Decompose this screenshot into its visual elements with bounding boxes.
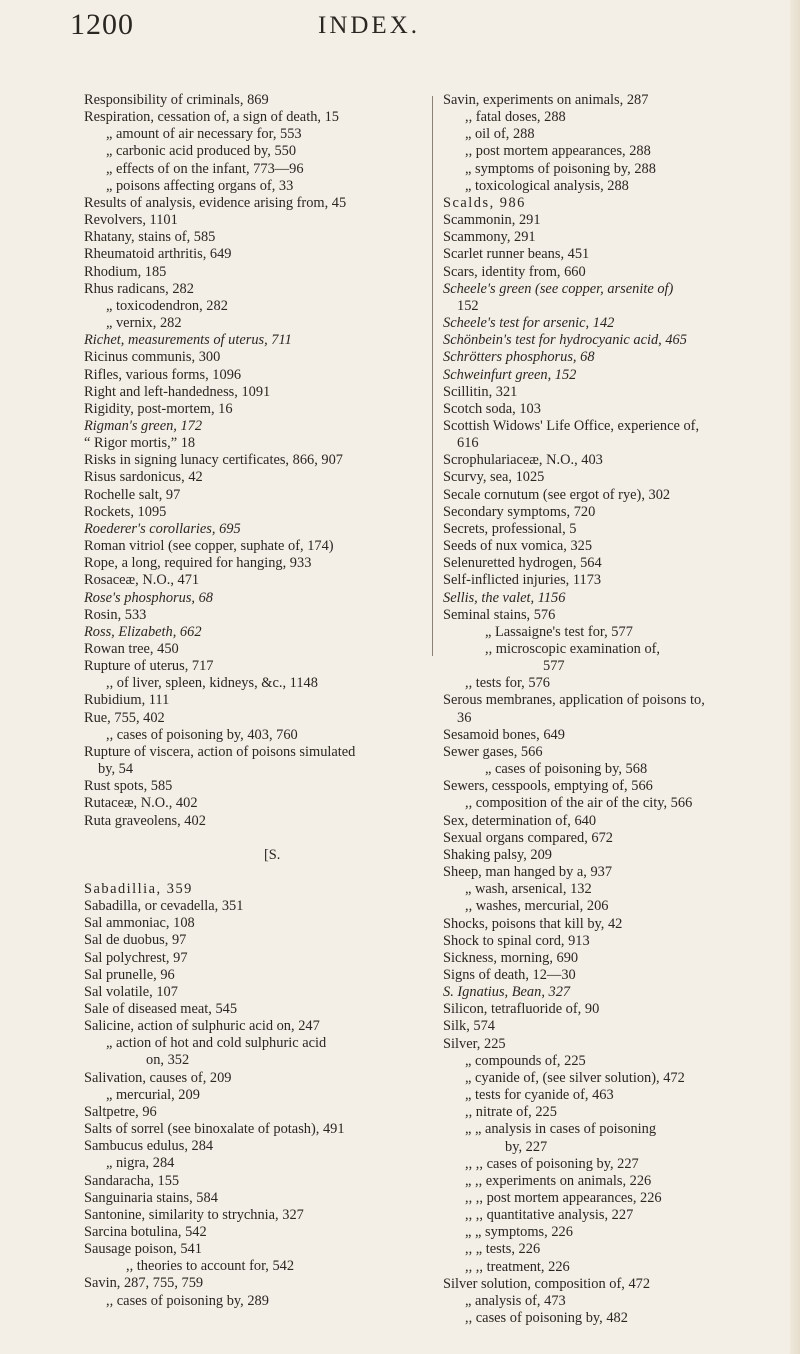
index-entry: Silicon, tetrafluoride of, 90 [443, 1001, 600, 1018]
index-entry: Rosin, 533 [84, 606, 147, 623]
index-entry: Self-inflicted injuries, 1173 [443, 572, 602, 589]
index-entry: Sal prunelle, 96 [84, 966, 175, 983]
index-entry: Responsibility of criminals, 869 [84, 92, 269, 108]
index-continuation: 152 [457, 297, 479, 314]
page-edge-shadow [790, 0, 800, 1354]
index-entry: Sewer gases, 566 [443, 743, 543, 760]
index-entry: Scarlet runner beans, 451 [443, 246, 590, 263]
spacer [84, 830, 420, 847]
index-subentry: ,, washes, mercurial, 206 [465, 898, 609, 915]
index-entry: Shocks, poisons that kill by, 42 [443, 915, 623, 932]
index-entry: Sausage poison, 541 [84, 1241, 202, 1258]
index-subentry: „ Lassaigne's test for, 577 [485, 623, 633, 640]
index-entry: Signs of death, 12—30 [443, 966, 576, 983]
index-entry: Sellis, the valet, 1156 [443, 589, 566, 606]
index-continuation: by, 54 [98, 761, 134, 778]
index-subentry: „ cyanide of, (see silver solution), 472 [465, 1069, 685, 1086]
section-letter: [S. [264, 846, 281, 863]
index-entry: Rose's phosphorus, 68 [84, 589, 214, 606]
index-subentry: ,, ,, post mortem appearances, 226 [465, 1190, 662, 1206]
index-subentry: „ „ symptoms, 226 [465, 1224, 573, 1241]
index-subentry: „ compounds of, 225 [465, 1052, 586, 1069]
index-subentry: ,, cases of poisoning by, 482 [465, 1310, 628, 1327]
index-subentry: ,, nitrate of, 225 [465, 1104, 557, 1121]
index-entry: Sexual organs compared, 672 [443, 829, 613, 846]
index-entry: Rubidium, 111 [84, 692, 170, 709]
index-entry: Rust spots, 585 [84, 778, 173, 795]
index-entry: Seeds of nux vomica, 325 [443, 538, 593, 555]
index-continuation: 577 [543, 658, 565, 675]
index-entry: Silk, 574 [443, 1018, 495, 1035]
index-entry: Roederer's corollaries, 695 [84, 520, 241, 537]
index-entry: Scrophulariaceæ, N.O., 403 [443, 452, 603, 469]
index-entry: Savin, 287, 755, 759 [84, 1275, 204, 1292]
index-subentry: „ oil of, 288 [465, 126, 535, 143]
index-subentry: ,, tests for, 576 [465, 675, 550, 692]
index-subentry: ,, post mortem appearances, 288 [465, 143, 651, 160]
index-entry: Rowan tree, 450 [84, 641, 179, 657]
page-title: INDEX. [318, 12, 421, 39]
index-entry: Sal polychrest, 97 [84, 949, 188, 966]
index-subentry: „ carbonic acid produced by, 550 [106, 143, 297, 160]
index-subentry: „ poisons affecting organs of, 33 [106, 177, 294, 194]
index-entry: Sabadillia, 359 [84, 880, 193, 897]
index-entry: Seminal stains, 576 [443, 606, 556, 623]
left-index-column [84, 92, 420, 1310]
index-entry: Santonine, similarity to strychnia, 327 [84, 1206, 304, 1223]
index-subentry: „ amount of air necessary for, 553 [106, 126, 302, 143]
column-divider [432, 96, 433, 656]
index-entry: Scars, identity from, 660 [443, 263, 586, 280]
index-entry: Salicine, action of sulphuric acid on, 247 [84, 1018, 320, 1035]
index-entry: Rigidity, post-mortem, 16 [84, 400, 233, 417]
index-subentry: „ vernix, 282 [106, 315, 182, 332]
index-subentry: „ action of hot and cold sulphuric acid [106, 1035, 327, 1052]
index-entry: Shaking palsy, 209 [443, 846, 552, 863]
right-index-column [443, 92, 788, 1327]
index-entry: Scheele's green (see copper, arsenite of) [443, 280, 674, 297]
index-entry: Rhodium, 185 [84, 263, 167, 280]
index-subentry: ,, theories to account for, 542 [126, 1258, 295, 1275]
index-entry: Rochelle salt, 97 [84, 486, 181, 503]
index-entry: Sambucus edulus, 284 [84, 1138, 214, 1155]
index-entry: Sesamoid bones, 649 [443, 726, 565, 743]
index-entry: “ Rigor mortis,” 18 [84, 435, 196, 452]
index-subentry: ,, of liver, spleen, kidneys, &c., 1148 [106, 675, 318, 692]
index-entry: Roman vitriol (see copper, suphate of, 174) [84, 538, 334, 555]
index-entry: Rupture of viscera, action of poisons simulated [84, 743, 356, 760]
index-entry: Secrets, professional, 5 [443, 520, 577, 537]
index-entry: Rockets, 1095 [84, 503, 167, 520]
index-entry: Sex, determination of, 640 [443, 812, 597, 829]
index-entry: Rue, 755, 402 [84, 709, 165, 726]
index-entry: Results of analysis, evidence arising from, 45 [84, 194, 347, 211]
index-entry: Scurvy, sea, 1025 [443, 469, 545, 486]
index-entry: Schönbein's test for hydrocyanic acid, 465 [443, 332, 687, 349]
index-entry: Right and left-handedness, 1091 [84, 383, 271, 400]
index-entry: Risus sardonicus, 42 [84, 469, 203, 486]
index-entry: Risks in signing lunacy certificates, 866, 907 [84, 452, 343, 469]
index-entry: Rutaceæ, N.O., 402 [84, 795, 198, 812]
index-entry: Scammonin, 291 [443, 212, 541, 229]
index-subentry: „ nigra, 284 [106, 1155, 175, 1172]
index-subentry: „ ,, experiments on animals, 226 [465, 1172, 652, 1189]
index-subentry: ,, ,, treatment, 226 [465, 1258, 570, 1275]
index-entry: Sheep, man hanged by a, 937 [443, 864, 613, 881]
index-entry: Saltpetre, 96 [84, 1103, 157, 1120]
index-subentry: „ toxicological analysis, 288 [465, 177, 629, 194]
index-subentry: „ wash, arsenical, 132 [465, 881, 592, 898]
index-subentry: ,, „ tests, 226 [465, 1241, 541, 1258]
spacer [84, 864, 420, 881]
index-subentry: ,, composition of the air of the city, 566 [465, 795, 693, 812]
index-entry: Sal ammoniac, 108 [84, 915, 195, 932]
index-entry: Sandaracha, 155 [84, 1172, 180, 1189]
index-entry: Rhatany, stains of, 585 [84, 229, 216, 246]
index-entry: Sal volatile, 107 [84, 983, 178, 1000]
index-entry: Sarcina botulina, 542 [84, 1224, 207, 1240]
index-entry: Silver, 225 [443, 1035, 506, 1052]
index-subentry: „ mercurial, 209 [106, 1086, 200, 1103]
index-subentry: ,, cases of poisoning by, 403, 760 [106, 726, 298, 743]
index-subentry: „ symptoms of poisoning by, 288 [465, 160, 656, 177]
index-entry: Salts of sorrel (see binoxalate of potash), 491 [84, 1121, 345, 1138]
index-entry: Sewers, cesspools, emptying of, 566 [443, 778, 653, 795]
index-continuation: 36 [457, 709, 472, 726]
index-entry: Secale cornutum (see ergot of rye), 302 [443, 486, 671, 503]
index-subentry: ,, ,, cases of poisoning by, 227 [465, 1155, 639, 1172]
index-entry: Scammony, 291 [443, 229, 536, 246]
index-entry: Richet, measurements of uterus, 711 [84, 332, 292, 349]
index-entry: Silver solution, composition of, 472 [443, 1275, 651, 1292]
index-entry: Sabadilla, or cevadella, 351 [84, 898, 244, 915]
page-number: 1200 [70, 8, 134, 41]
index-entry: Savin, experiments on animals, 287 [443, 92, 649, 108]
index-entry: Scottish Widows' Life Office, experience of, [443, 417, 700, 434]
index-entry: Secondary symptoms, 720 [443, 503, 596, 520]
index-continuation: 616 [457, 435, 479, 452]
index-entry: Shock to spinal cord, 913 [443, 932, 590, 949]
index-entry: Salivation, causes of, 209 [84, 1069, 232, 1086]
index-entry: Scheele's test for arsenic, 142 [443, 315, 615, 332]
index-entry: Ross, Elizabeth, 662 [84, 623, 202, 640]
index-entry: Serous membranes, application of poisons to, [443, 692, 705, 709]
index-entry: Rupture of uterus, 717 [84, 658, 214, 675]
index-entry: Ricinus communis, 300 [84, 349, 221, 366]
index-entry: Scotch soda, 103 [443, 400, 541, 417]
index-subentry: ,, ,, quantitative analysis, 227 [465, 1207, 634, 1224]
index-subentry: ,, fatal doses, 288 [465, 109, 566, 126]
index-entry: Schweinfurt green, 152 [443, 366, 577, 383]
index-subentry: „ tests for cyanide of, 463 [465, 1087, 614, 1104]
index-entry: Respiration, cessation of, a sign of death, 15 [84, 109, 339, 126]
index-entry: Sal de duobus, 97 [84, 932, 187, 949]
index-subentry: „ „ analysis in cases of poisoning [465, 1121, 657, 1138]
index-entry: Schrötters phosphorus, 68 [443, 349, 595, 366]
index-continuation: on, 352 [146, 1052, 190, 1069]
index-entry: S. Ignatius, Bean, 327 [443, 984, 571, 1001]
index-entry: Sanguinaria stains, 584 [84, 1189, 218, 1206]
index-entry: Revolvers, 1101 [84, 212, 178, 229]
index-entry: Scillitin, 321 [443, 383, 518, 400]
index-subentry: ,, cases of poisoning by, 289 [106, 1292, 269, 1309]
index-entry: Rheumatoid arthritis, 649 [84, 246, 232, 263]
index-subentry: ,, microscopic examination of, [485, 641, 661, 657]
index-entry: Rope, a long, required for hanging, 933 [84, 555, 312, 572]
index-entry: Sale of diseased meat, 545 [84, 1000, 238, 1017]
index-entry: Scalds, 986 [443, 194, 526, 211]
index-entry: Rosaceæ, N.O., 471 [84, 572, 200, 589]
index-entry: Rhus radicans, 282 [84, 280, 194, 297]
index-entry: Selenuretted hydrogen, 564 [443, 555, 602, 572]
index-subentry: „ effects of on the infant, 773—96 [106, 160, 304, 177]
index-entry: Rifles, various forms, 1096 [84, 366, 242, 383]
index-entry: Sickness, morning, 690 [443, 949, 579, 966]
index-entry: Rigman's green, 172 [84, 417, 203, 434]
index-entry: Ruta graveolens, 402 [84, 812, 206, 829]
index-subentry: „ toxicodendron, 282 [106, 297, 228, 314]
index-continuation: by, 227 [505, 1138, 548, 1155]
index-subentry: „ analysis of, 473 [465, 1292, 566, 1309]
index-subentry: „ cases of poisoning by, 568 [485, 761, 648, 778]
